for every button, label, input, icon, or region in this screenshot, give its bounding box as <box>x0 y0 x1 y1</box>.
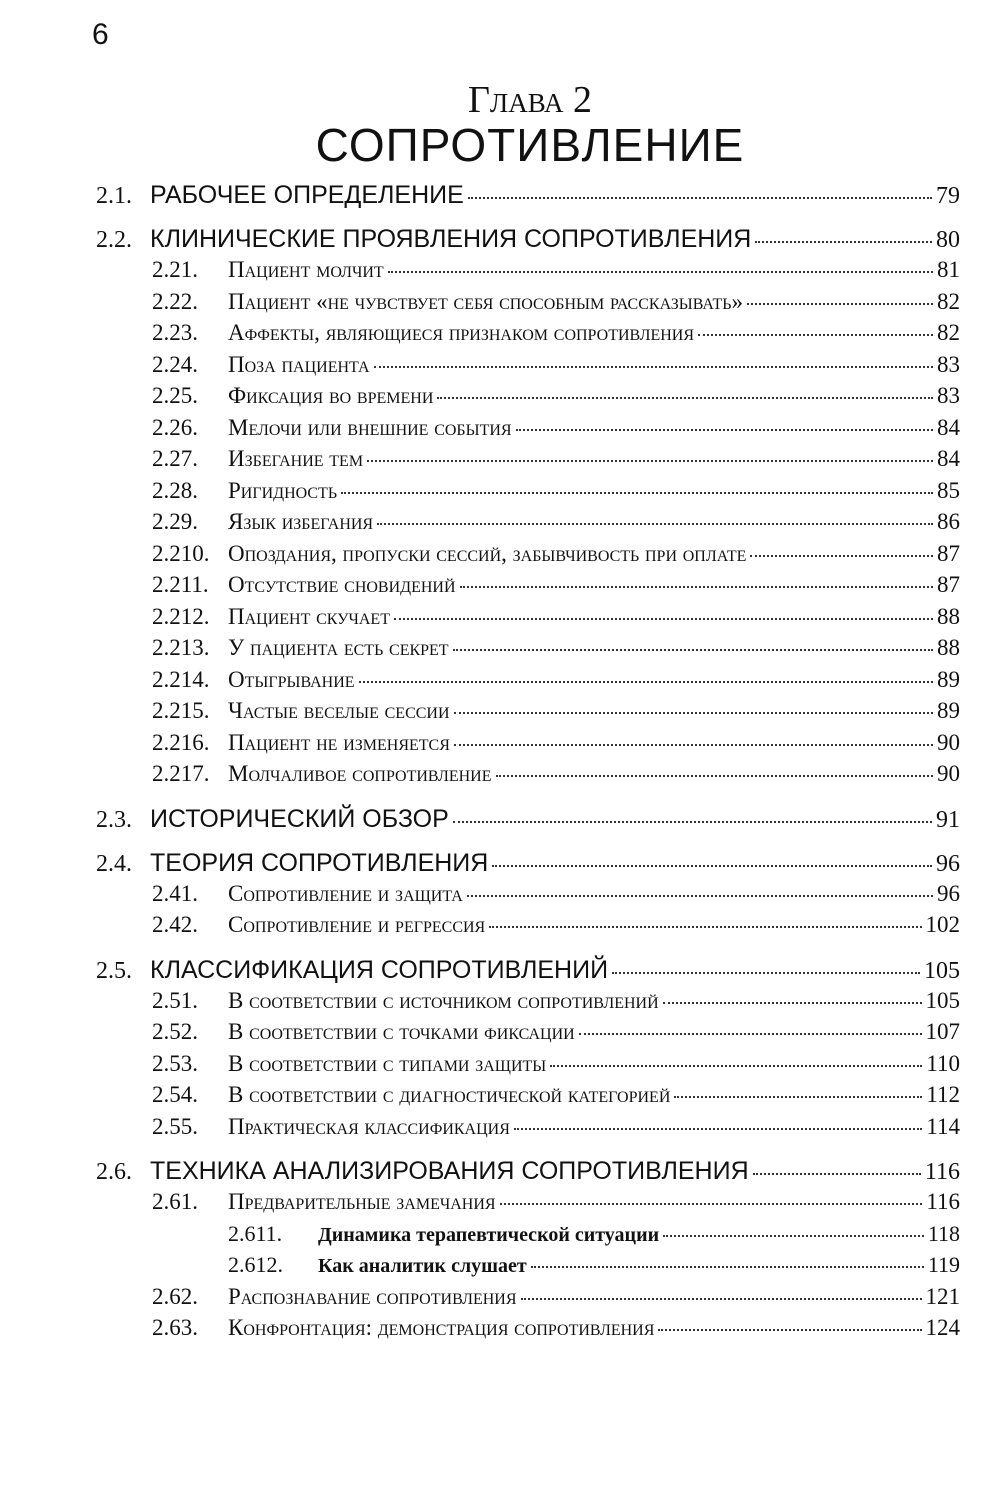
toc-entry-number: 2.6. <box>96 1159 132 1185</box>
toc-entry <box>96 506 960 538</box>
toc-leader-dots <box>496 755 934 777</box>
toc-entry-page: 105 <box>925 987 960 1013</box>
toc-leader-dots <box>467 875 933 897</box>
toc-entry-number: 2.23. <box>152 320 198 345</box>
toc-entry-page: 88 <box>937 635 960 660</box>
toc-entry-title: Пациент молчит <box>228 257 384 282</box>
toc-entry-page: 82 <box>937 320 960 345</box>
toc-leader-dots <box>374 346 933 368</box>
toc-entry <box>96 286 960 318</box>
toc-leader-dots <box>367 440 933 462</box>
toc-entry-title: РАБОЧЕЕ ОПРЕДЕЛЕНИЕ <box>150 181 464 209</box>
toc-entry-page: 90 <box>937 761 960 786</box>
toc-entry-title: Поза пациента <box>228 351 370 377</box>
toc-entry <box>96 1111 960 1143</box>
toc-entry-page: 89 <box>937 698 960 723</box>
toc-entry-page: 83 <box>937 351 960 377</box>
toc-entry-page: 119 <box>927 1252 960 1277</box>
toc-entry-page: 107 <box>925 1019 960 1044</box>
toc-leader-dots <box>753 1148 921 1175</box>
toc-leader-dots <box>612 947 920 974</box>
toc-entry-page: 118 <box>927 1220 960 1246</box>
toc-entry-number: 2.211. <box>152 572 209 597</box>
toc-entry-page: 116 <box>924 1159 960 1185</box>
toc-entry-number: 2.210. <box>152 540 210 566</box>
toc-leader-dots <box>341 472 933 494</box>
toc-entry-title: ИСТОРИЧЕСКИЙ ОБЗОР <box>150 804 449 833</box>
toc-entry-page: 87 <box>937 540 960 566</box>
toc-entry <box>96 349 960 381</box>
toc-entry-title: Конфронтация: демонстрация сопротивления <box>228 1315 655 1340</box>
toc-entry-title: Ригидность <box>228 477 338 503</box>
toc-entry-number: 2.28. <box>152 477 198 503</box>
toc-entry-number: 2.2. <box>96 227 132 253</box>
toc-entry <box>96 844 960 878</box>
toc-leader-dots <box>489 906 921 928</box>
toc-entry <box>96 878 960 910</box>
toc-leader-dots <box>359 661 933 683</box>
toc-entry <box>96 632 960 664</box>
toc-leader-dots <box>514 1108 922 1130</box>
toc-entry-title: Избегание тем <box>228 446 364 471</box>
toc-leader-dots <box>394 598 933 620</box>
toc-leader-dots <box>550 1045 922 1067</box>
toc-entry-title: Отыгрывание <box>228 666 355 692</box>
toc-entry-page: 79 <box>936 183 960 209</box>
toc-leader-dots <box>698 314 933 336</box>
toc-entry-number: 2.215. <box>152 698 210 723</box>
toc-entry-title: В соответствии с точками фиксации <box>228 1019 575 1044</box>
toc-leader-dots <box>516 409 933 431</box>
toc-entry-title: В соответствии с типами защиты <box>228 1050 547 1076</box>
toc-entry-title: Молчаливое сопротивление <box>228 761 492 786</box>
toc-leader-dots <box>460 566 933 588</box>
toc-leader-dots <box>750 535 933 557</box>
toc-entry-number: 2.212. <box>152 603 210 629</box>
toc-entry <box>96 1281 960 1313</box>
toc-entry-number: 2.27. <box>152 446 198 471</box>
toc-leader-dots <box>437 377 933 399</box>
toc-entry <box>96 475 960 507</box>
toc-entry-title: Как аналитик слушает <box>318 1255 527 1277</box>
toc-entry-number: 2.24. <box>152 351 198 377</box>
toc-entry <box>96 380 960 412</box>
toc-entry <box>96 985 960 1017</box>
toc-entry-page: 114 <box>926 1113 960 1139</box>
toc-entry-title: ТЕХНИКА АНАЛИЗИРОВАНИЯ СОПРОТИВЛЕНИЯ <box>150 1157 749 1185</box>
chapter-label: Глава 2 <box>467 79 593 121</box>
toc-entry-title: Фиксация во времени <box>228 383 434 408</box>
toc-leader-dots <box>453 796 932 823</box>
toc-entry-page: 89 <box>937 666 960 692</box>
toc-entry-title: Предварительные замечания <box>228 1189 496 1214</box>
toc-entry-page: 86 <box>937 509 960 534</box>
toc-entry-title: Сопротивление и защита <box>228 880 463 906</box>
toc-entry-title: Сопротивление и регрессия <box>228 912 486 937</box>
toc-leader-dots <box>492 840 932 867</box>
toc-entry <box>96 1186 960 1218</box>
toc-entry <box>96 758 960 790</box>
toc-entry-page: 88 <box>937 603 960 629</box>
toc-entry-number: 2.54. <box>152 1082 198 1107</box>
toc-entry <box>96 176 960 210</box>
toc-entry-title: Распознавание сопротивления <box>228 1283 517 1309</box>
toc-entry <box>96 538 960 570</box>
toc-entry <box>96 254 960 286</box>
toc-entry-page: 81 <box>937 257 960 282</box>
toc-entry-number: 2.1. <box>96 183 132 209</box>
toc-entry-title: КЛАССИФИКАЦИЯ СОПРОТИВЛЕНИЙ <box>150 955 609 984</box>
toc-entry <box>96 220 960 254</box>
toc-entry-title: В соответствии с диагностической категорией <box>228 1082 671 1107</box>
toc-entry-page: 105 <box>924 957 960 984</box>
toc-leader-dots <box>453 629 933 651</box>
toc-entry-number: 2.5. <box>96 957 132 984</box>
toc-entry-title: ТЕОРИЯ СОПРОТИВЛЕНИЯ <box>150 848 489 877</box>
toc-entry-page: 91 <box>936 806 960 833</box>
toc-leader-dots <box>755 216 932 243</box>
toc-entry-number: 2.213. <box>152 635 210 660</box>
toc-entry-page: 87 <box>937 572 960 597</box>
toc-leader-dots <box>521 1278 922 1300</box>
toc-leader-dots <box>454 724 933 746</box>
toc-entry-title: В соответствии с источником сопротивлений <box>228 987 659 1013</box>
toc-entry <box>96 317 960 349</box>
toc-leader-dots <box>468 172 932 199</box>
toc-entry-title: Пациент не изменяется <box>228 729 450 755</box>
toc-entry-number: 2.63. <box>152 1315 198 1340</box>
toc-entry <box>96 951 960 985</box>
toc-entry-page: 85 <box>937 477 960 503</box>
toc-entry-title: Пациент скучает <box>228 603 390 629</box>
toc-entry <box>96 1048 960 1080</box>
toc-leader-dots <box>663 1215 924 1237</box>
toc-entry-number: 2.21. <box>152 257 198 282</box>
toc-entry-number: 2.29. <box>152 509 198 534</box>
toc-entry-page: 83 <box>937 383 960 408</box>
toc-entry-number: 2.42. <box>152 912 198 937</box>
toc-entry-number: 2.25. <box>152 383 198 408</box>
toc-leader-dots <box>500 1183 923 1205</box>
toc-leader-dots <box>377 503 933 525</box>
toc-entry <box>96 727 960 759</box>
toc-leader-dots <box>674 1076 922 1098</box>
toc-entry <box>96 664 960 696</box>
toc-entry <box>96 909 960 941</box>
toc-entry-number: 2.62. <box>152 1283 198 1309</box>
toc-entry <box>96 412 960 444</box>
toc-entry-page: 110 <box>926 1050 960 1076</box>
toc-entry-number: 2.61. <box>152 1189 198 1214</box>
toc-entry <box>96 569 960 601</box>
toc-entry-title: Практическая классификация <box>228 1113 510 1139</box>
toc-entry <box>96 1152 960 1186</box>
toc-entry <box>96 443 960 475</box>
toc-entry-number: 2.217. <box>152 761 210 786</box>
toc-leader-dots <box>531 1246 924 1268</box>
toc-entry-page: 124 <box>925 1315 960 1340</box>
toc-leader-dots <box>663 982 922 1004</box>
toc-leader-dots <box>658 1309 921 1331</box>
toc-entry <box>96 1016 960 1048</box>
toc-entry-number: 2.53. <box>152 1050 198 1076</box>
toc-entry-page: 84 <box>937 446 960 471</box>
toc-entry <box>96 1218 960 1250</box>
toc-entry-title: Частые веселые сессии <box>228 698 450 723</box>
table-of-contents <box>96 176 960 1344</box>
toc-entry-page: 96 <box>937 880 960 906</box>
toc-entry-page: 82 <box>937 288 960 314</box>
toc-entry-title: Аффекты, являющиеся признаком сопротивления <box>228 320 694 345</box>
toc-entry-page: 121 <box>925 1283 960 1309</box>
toc-entry-page: 112 <box>926 1082 960 1107</box>
toc-entry-number: 2.52. <box>152 1019 198 1044</box>
toc-entry-title: Пациент «не чувствует себя способным рассказывать» <box>228 288 743 314</box>
toc-entry <box>96 601 960 633</box>
toc-entry-number: 2.3. <box>96 806 132 833</box>
toc-entry-title: У пациента есть секрет <box>228 635 449 660</box>
toc-entry-title: Отсутствие сновидений <box>228 572 456 597</box>
toc-leader-dots <box>388 251 933 273</box>
toc-entry-title: Динамика терапевтической ситуации <box>318 1223 660 1246</box>
toc-entry-page: 96 <box>936 850 960 877</box>
toc-entry-title: КЛИНИЧЕСКИЕ ПРОЯВЛЕНИЯ СОПРОТИВЛЕНИЯ <box>150 225 752 253</box>
toc-entry-page: 116 <box>926 1189 960 1214</box>
toc-entry-title: Язык избегания <box>228 509 374 534</box>
toc-entry-number: 2.51. <box>152 987 198 1013</box>
toc-entry-number: 2.214. <box>152 666 210 692</box>
toc-entry-page: 102 <box>925 912 960 937</box>
toc-entry-number: 2.26. <box>152 414 198 440</box>
toc-entry <box>96 1249 960 1281</box>
toc-entry <box>96 1079 960 1111</box>
toc-entry <box>96 695 960 727</box>
toc-entry-number: 2.216. <box>152 729 210 755</box>
toc-entry-number: 2.612. <box>228 1252 283 1277</box>
toc-entry-number: 2.22. <box>152 288 198 314</box>
toc-entry <box>96 800 960 834</box>
toc-leader-dots <box>454 692 933 714</box>
toc-entry-title: Опоздания, пропуски сессий, забывчивость при оплате <box>228 540 747 566</box>
toc-entry <box>96 1312 960 1344</box>
chapter-title: СОПРОТИВЛЕНИЕ <box>315 119 745 171</box>
toc-leader-dots <box>747 283 933 305</box>
toc-entry-page: 80 <box>936 227 960 253</box>
page-number: 6 <box>92 18 109 51</box>
toc-entry-page: 84 <box>937 414 960 440</box>
toc-entry-number: 2.55. <box>152 1113 198 1139</box>
toc-entry-title: Мелочи или внешние события <box>228 414 512 440</box>
toc-entry-number: 2.41. <box>152 880 198 906</box>
toc-leader-dots <box>579 1013 922 1035</box>
toc-entry-number: 2.611. <box>228 1220 283 1246</box>
toc-entry-number: 2.4. <box>96 850 132 877</box>
toc-entry-page: 90 <box>937 729 960 755</box>
